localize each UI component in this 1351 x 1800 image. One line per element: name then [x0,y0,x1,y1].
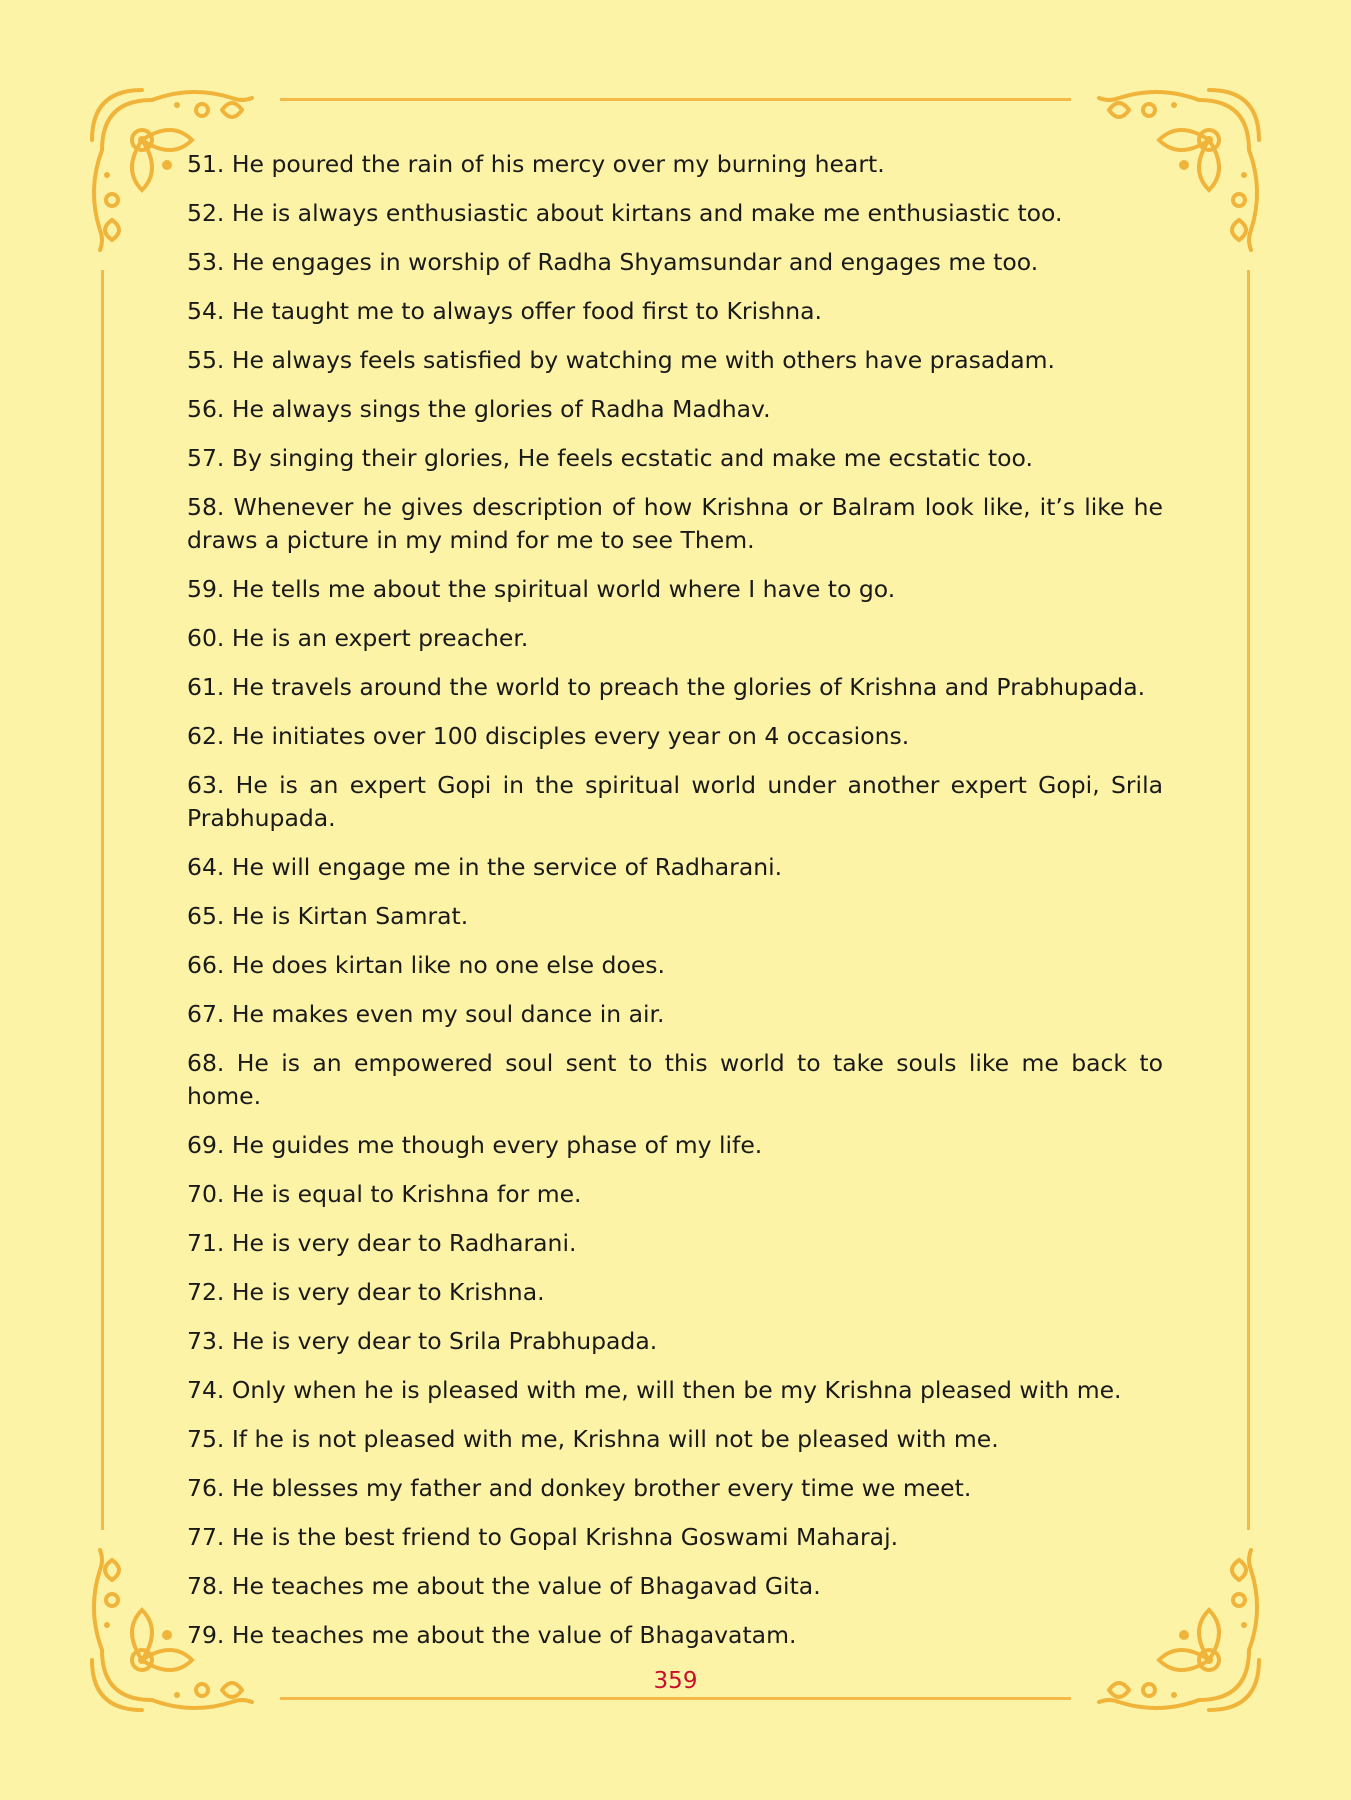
list-item: 67. He makes even my soul dance in air. [187,1000,665,1028]
list-item: 72. He is very dear to Krishna. [187,1278,545,1306]
list-item: 70. He is equal to Krishna for me. [187,1180,582,1208]
list-item: 55. He always feels satisfied by watching me with others have prasadam. [187,346,1055,374]
list-item: 66. He does kirtan like no one else does. [187,951,666,979]
list-item: 60. He is an expert preacher. [187,624,529,652]
numbered-list [187,148,1163,1668]
border-line-top [280,98,1071,101]
list-item: 68. He is an empowered soul sent to this world to take souls like me back to home. [187,1049,1163,1110]
list-item: 78. He teaches me about the value of Bhagavad Gita. [187,1572,821,1600]
border-line-right [1247,270,1250,1530]
list-item: 79. He teaches me about the value of Bhagavatam. [187,1621,797,1649]
list-item: 74. Only when he is pleased with me, will then be my Krishna pleased with me. [187,1376,1122,1404]
page-number: 359 [653,1668,698,1694]
list-item: 69. He guides me though every phase of my life. [187,1131,763,1159]
list-item: 61. He travels around the world to preach the glories of Krishna and Prabhupada. [187,673,1146,701]
list-item: 63. He is an expert Gopi in the spiritual world under another expert Gopi, Srila Prabhupada. [187,771,1163,832]
list-item: 59. He tells me about the spiritual world where I have to go. [187,575,896,603]
list-item: 58. Whenever he gives description of how Krishna or Balram look like, it’s like he draws a picture in my mind for me to see Them. [187,493,1163,554]
list-item: 71. He is very dear to Radharani. [187,1229,577,1257]
list-item: 54. He taught me to always offer food first to Krishna. [187,297,823,325]
list-item: 51. He poured the rain of his mercy over my burning heart. [187,150,885,178]
border-line-bottom [280,1697,1071,1700]
list-item: 76. He blesses my father and donkey brother every time we meet. [187,1474,972,1502]
list-item: 75. If he is not pleased with me, Krishna will not be pleased with me. [187,1425,999,1453]
list-item: 77. He is the best friend to Gopal Krishna Goswami Maharaj. [187,1523,899,1551]
list-item: 64. He will engage me in the service of Radharani. [187,853,783,881]
list-item: 62. He initiates over 100 disciples every year on 4 occasions. [187,722,910,750]
list-item: 52. He is always enthusiastic about kirtans and make me enthusiastic too. [187,199,1063,227]
list-item: 56. He always sings the glories of Radha Madhav. [187,395,771,423]
list-item: 73. He is very dear to Srila Prabhupada. [187,1327,658,1355]
list-item: 53. He engages in worship of Radha Shyamsundar and engages me too. [187,248,1039,276]
list-item: 65. He is Kirtan Samrat. [187,902,469,930]
border-line-left [101,270,104,1530]
list-item: 57. By singing their glories, He feels ecstatic and make me ecstatic too. [187,444,1033,472]
